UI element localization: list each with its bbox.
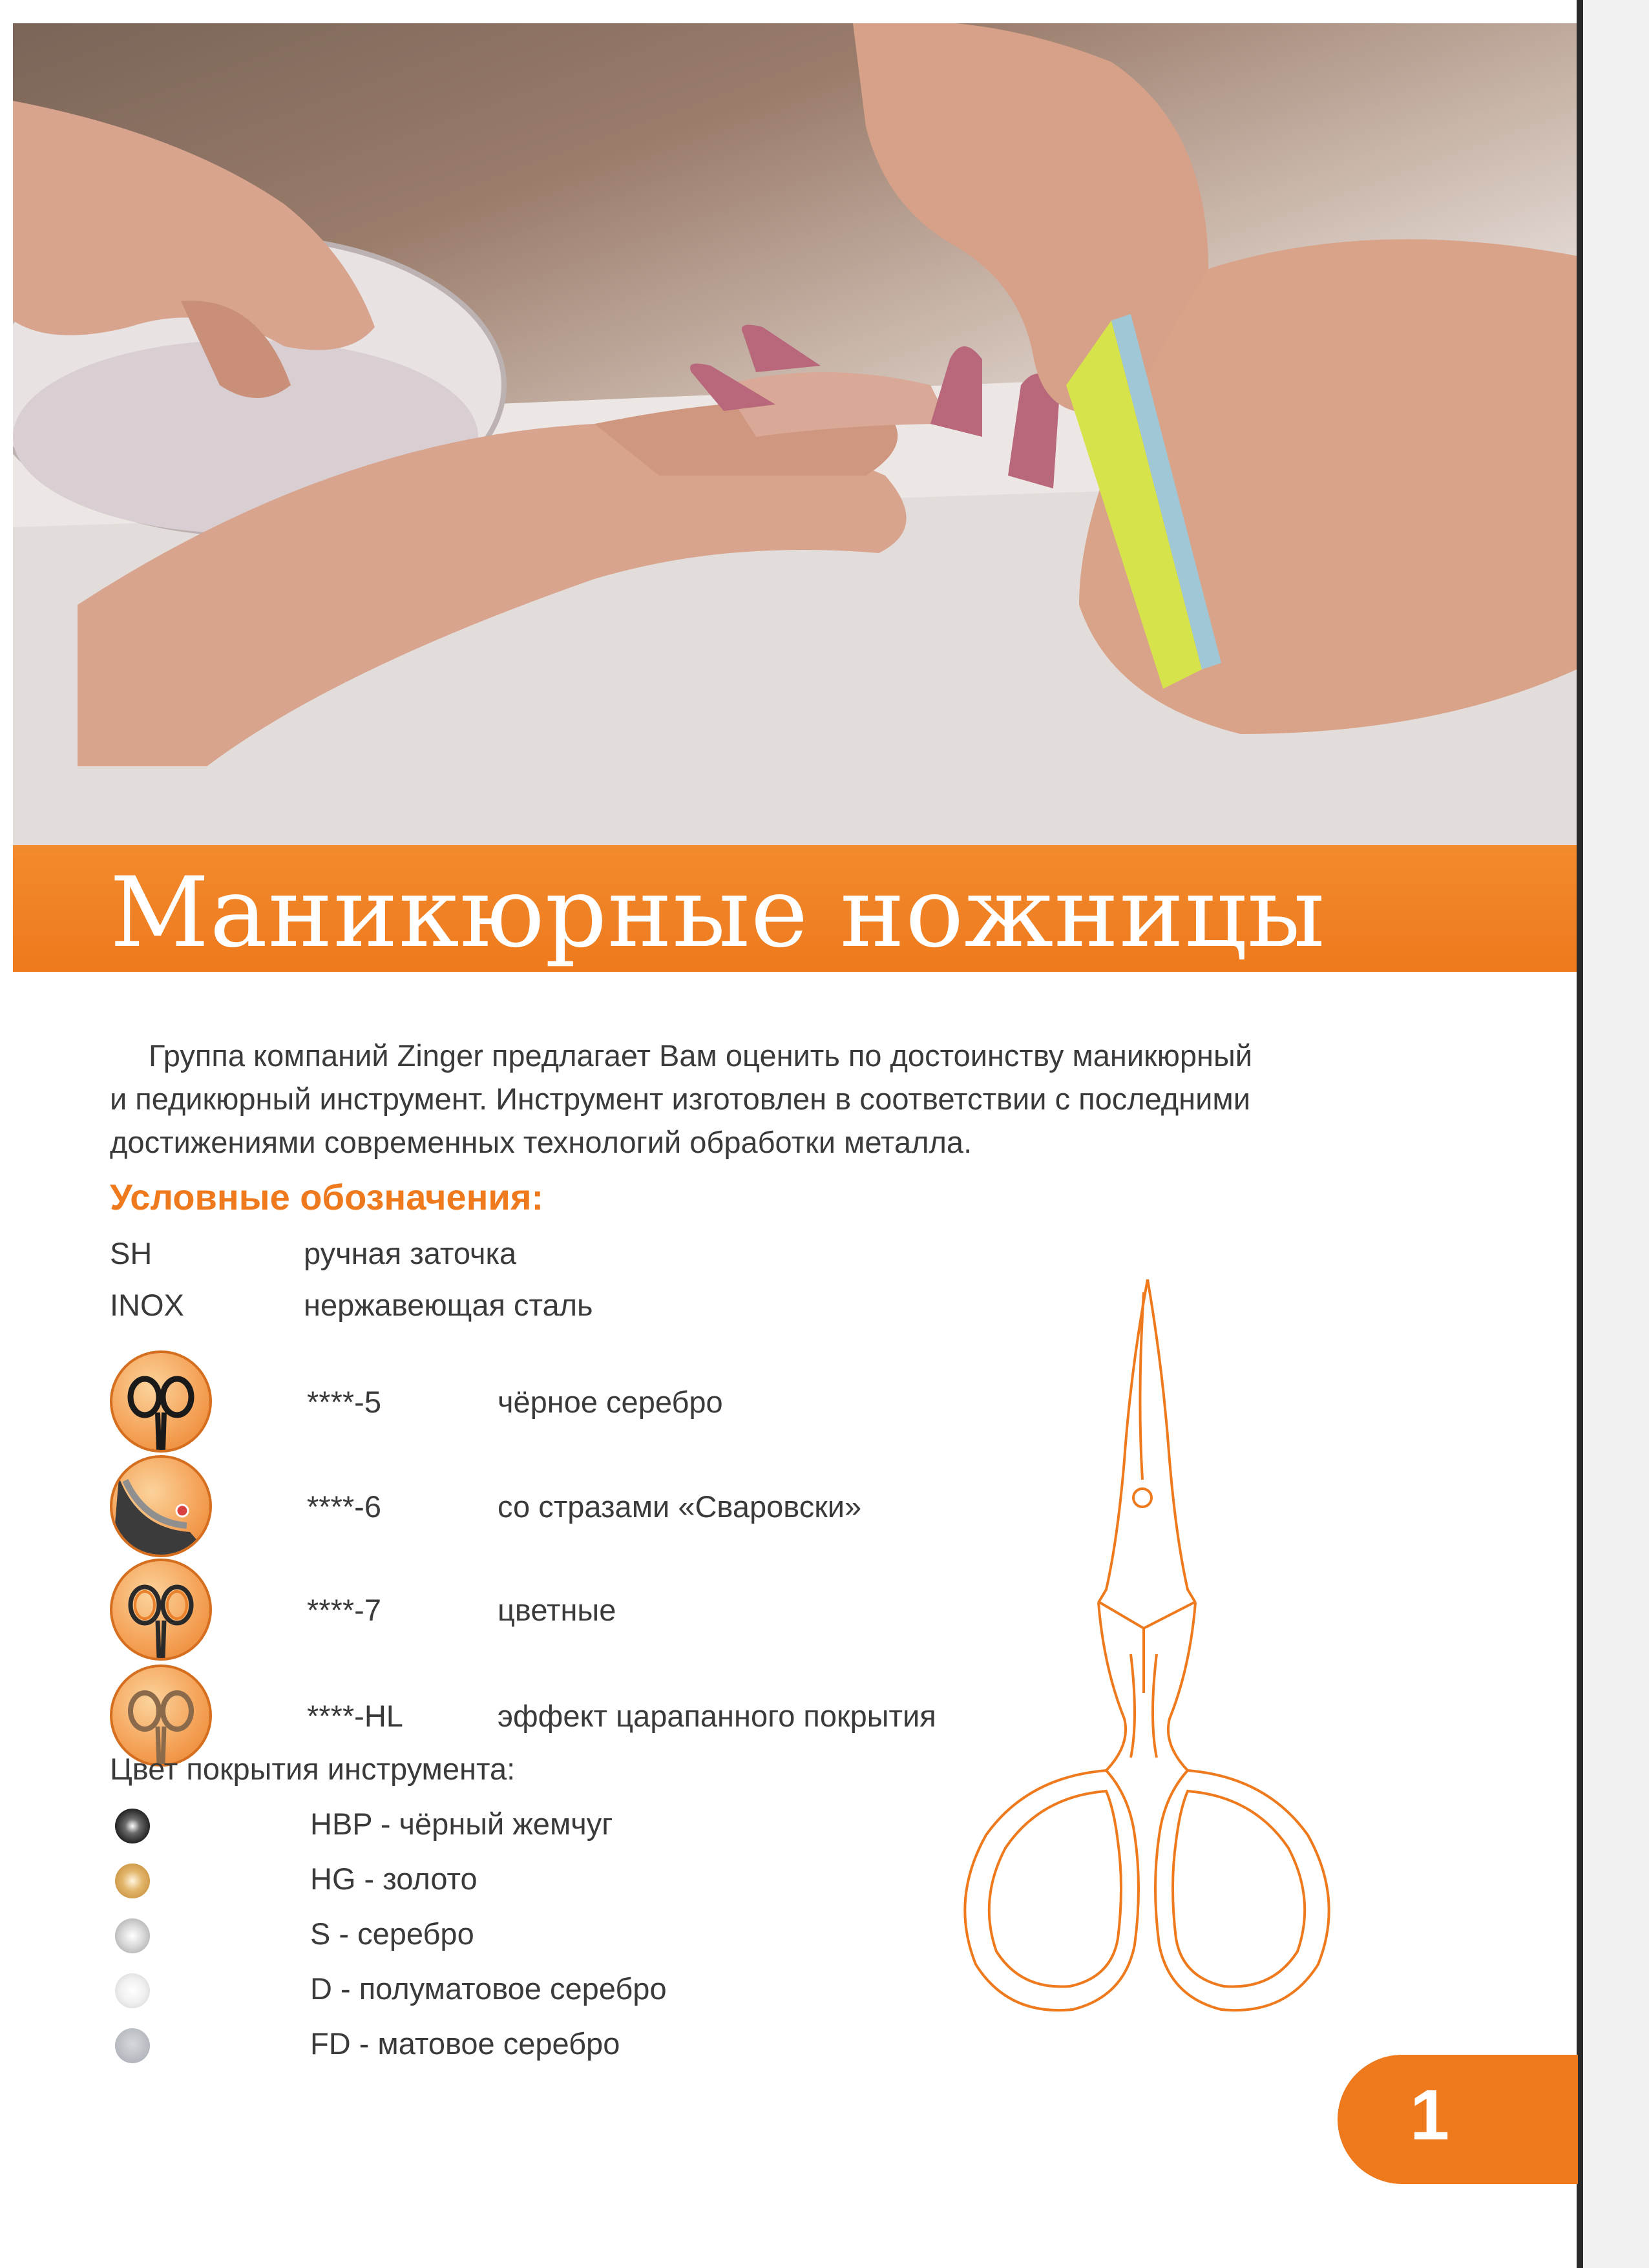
black-scissors-icon	[110, 1350, 212, 1453]
coating-label: HG - золото	[310, 1862, 478, 1896]
legend-icon-code: ****-5	[307, 1385, 381, 1419]
legend-icon-desc: эффект царапанного покрытия	[498, 1699, 936, 1733]
intro-line-2: и педикюрный инструмент. Инструмент изготовлен в соответствии с последними	[110, 1082, 1250, 1116]
title-bar	[13, 845, 1577, 972]
coating-swatch	[115, 2028, 150, 2063]
page-number: 1	[1410, 2075, 1450, 2155]
page-edge-line	[1577, 0, 1583, 2268]
coating-item	[110, 1971, 885, 2016]
page-title: Маникюрные ножницы	[110, 857, 1326, 969]
legend-icon-desc: чёрное серебро	[498, 1385, 723, 1419]
legend-icon-code: ****-7	[307, 1593, 381, 1627]
intro-paragraph	[110, 1034, 1415, 1164]
coating-label: S - серебро	[310, 1916, 474, 1951]
intro-line-3: достижениями современных технологий обработки металла.	[110, 1125, 972, 1159]
coating-swatch	[115, 1864, 150, 1898]
legend-desc: нержавеющая сталь	[304, 1288, 593, 1322]
legend-icon-row	[110, 1350, 1079, 1460]
legend-icon-code: ****-HL	[307, 1699, 403, 1733]
legend-code: SH	[110, 1236, 152, 1270]
coating-label: HBP - чёрный жемчуг	[310, 1807, 613, 1841]
coating-swatch	[115, 1918, 150, 1953]
legend-icon-row	[110, 1559, 1079, 1668]
legend-code: INOX	[110, 1288, 184, 1322]
coating-swatch	[115, 1809, 150, 1843]
legend-title: Условные обозначения:	[110, 1177, 544, 1217]
manicure-photo	[13, 23, 1577, 845]
page-number-badge	[1338, 2055, 1578, 2184]
coating-item	[110, 1861, 885, 1906]
legend-desc: ручная заточка	[304, 1236, 517, 1270]
legend-icon-row	[110, 1455, 1079, 1565]
manicure-photo-illustration	[13, 23, 1577, 845]
coating-item	[110, 2026, 885, 2071]
legend-icon-desc: со стразами «Сваровски»	[498, 1489, 862, 1524]
intro-line-1: Группа компаний Zinger предлагает Вам оценить по достоинству маникюрный	[149, 1038, 1253, 1073]
rhinestone-scissors-icon	[110, 1455, 212, 1557]
legend-icon-code: ****-6	[307, 1489, 381, 1524]
coating-item	[110, 1806, 885, 1851]
legend-icon-desc: цветные	[498, 1593, 616, 1627]
scissors-outline-icon	[937, 1266, 1350, 2029]
coating-label: D - полуматовое серебро	[310, 1971, 667, 2006]
coating-label: FD - матовое серебро	[310, 2026, 620, 2061]
coating-item	[110, 1916, 885, 1961]
colored-scissors-icon	[110, 1559, 212, 1661]
coating-swatch	[115, 1973, 150, 2008]
coating-title: Цвет покрытия инструмента:	[110, 1752, 516, 1786]
page-edge	[1577, 0, 1649, 2268]
